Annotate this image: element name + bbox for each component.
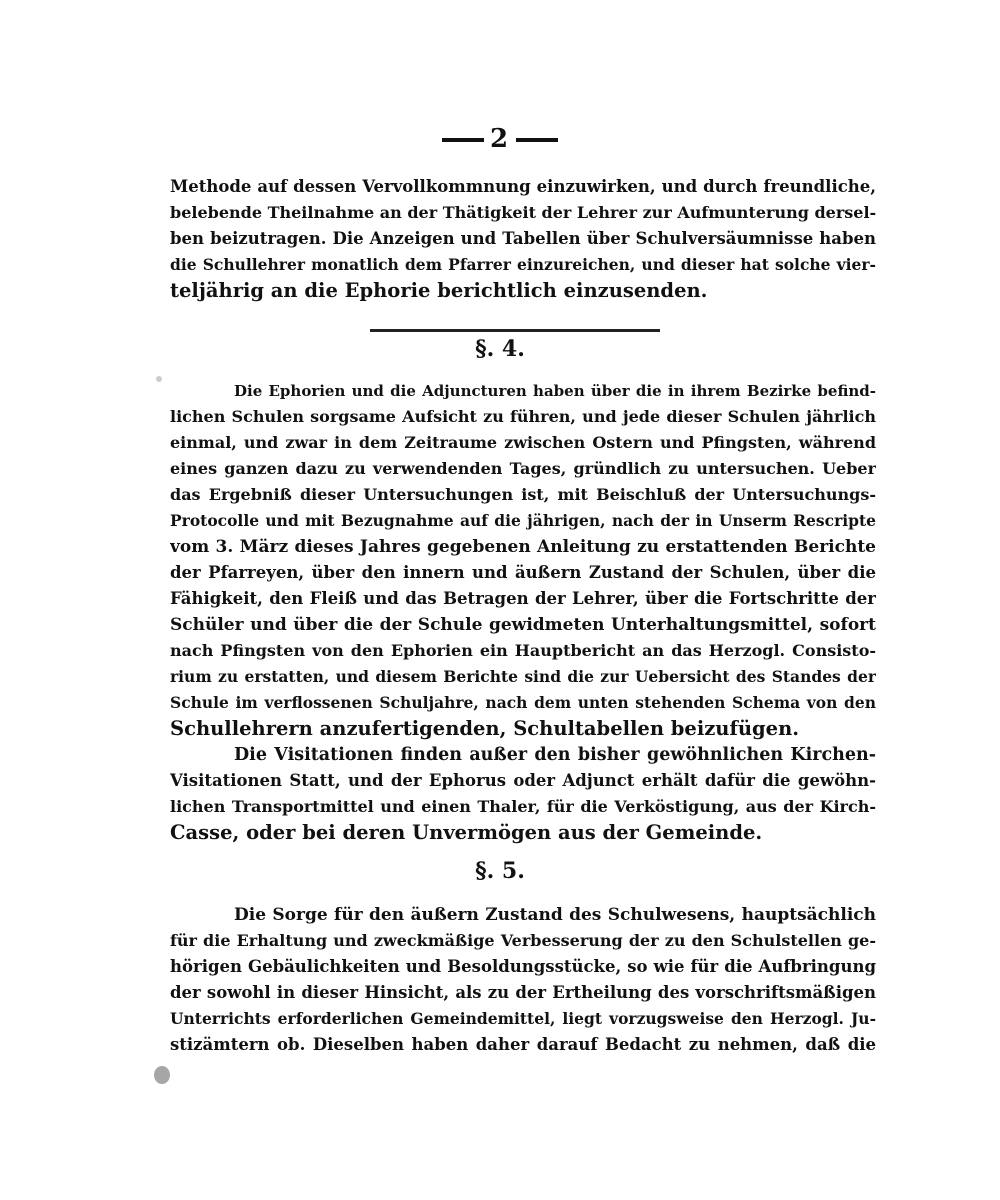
text-line: der sowohl in dieser Hinsicht, als zu der Ertheilung des vorschriftsmäßigen [170, 983, 876, 1002]
section-divider-rule [370, 329, 660, 332]
text-line: einmal, und zwar in dem Zeitraume zwischen Ostern und Pfingsten, während [170, 433, 876, 452]
text-line: Schule im verflossenen Schuljahre, nach dem unten stehenden Schema von den [170, 693, 876, 712]
text-line: Die Visitationen finden außer den bisher gewöhnlichen Kirchen- [234, 745, 876, 765]
ink-blot [154, 1066, 170, 1084]
text-line: teljährig an die Ephorie berichtlich einzusenden. [170, 279, 708, 302]
text-line: Unterrichts erforderlichen Gemeindemittel, liegt vorzugsweise den Herzogl. Ju- [170, 1009, 876, 1028]
text-line: ben beizutragen. Die Anzeigen und Tabellen über Schulversäumnisse haben [170, 229, 876, 248]
text-line: rium zu erstatten, und diesem Berichte sind die zur Uebersicht des Standes der [170, 667, 876, 686]
header-dash-left [442, 138, 484, 142]
text-line: Die Ephorien und die Adjuncturen haben über die in ihrem Bezirke befind- [234, 382, 876, 400]
text-line: stizämtern ob. Dieselben haben daher darauf Bedacht zu nehmen, daß die [170, 1035, 876, 1054]
section-4-body [170, 378, 876, 846]
text-line: lichen Transportmittel und einen Thaler, für die Verköstigung, aus der Kirch- [170, 797, 876, 816]
text-line: Methode auf dessen Vervollkommnung einzuwirken, und durch freundliche, [170, 177, 876, 196]
text-line: nach Pfingsten von den Ephorien ein Hauptbericht an das Herzogl. Consisto- [170, 641, 876, 660]
text-line: vom 3. März dieses Jahres gegebenen Anleitung zu erstattenden Berichte [170, 537, 876, 557]
header-dash-right [516, 138, 558, 142]
ink-blot [156, 376, 162, 382]
text-line: Schullehrern anzufertigenden, Schultabellen beizufügen. [170, 717, 800, 740]
text-line: eines ganzen dazu zu verwendenden Tages, gründlich zu untersuchen. Ueber [170, 459, 876, 478]
text-line: Visitationen Statt, und der Ephorus oder Adjunct erhält dafür die gewöhn- [170, 771, 876, 790]
page-header [0, 124, 1000, 154]
section-4-heading: §. 4. [475, 336, 525, 362]
section-5-body [170, 902, 876, 1058]
text-line: lichen Schulen sorgsame Aufsicht zu führen, und jede dieser Schulen jährlich [170, 407, 876, 426]
text-line: Casse, oder bei deren Unvermögen aus der Gemeinde. [170, 821, 763, 844]
text-line: hörigen Gebäulichkeiten und Besoldungsstücke, so wie für die Aufbringung [170, 957, 876, 976]
text-line: Protocolle und mit Bezugnahme auf die jährigen, nach der in Unserm Rescripte [170, 511, 876, 530]
text-line: das Ergebniß dieser Untersuchungen ist, mit Beischluß der Untersuchungs- [170, 485, 876, 504]
text-line: der Pfarreyen, über den innern und äußern Zustand der Schulen, über die [170, 563, 876, 582]
text-line: Die Sorge für den äußern Zustand des Schulwesens, hauptsächlich [234, 905, 876, 925]
text-line: Fähigkeit, den Fleiß und das Betragen der Lehrer, über die Fortschritte der [170, 589, 876, 608]
text-line: Schüler und über die der Schule gewidmeten Unterhaltungsmittel, sofort [170, 615, 876, 635]
text-line: belebende Theilnahme an der Thätigkeit der Lehrer zur Aufmunterung dersel- [170, 203, 876, 222]
intro-paragraph [170, 174, 876, 304]
section-5-heading: §. 5. [475, 858, 525, 884]
text-line: die Schullehrer monatlich dem Pfarrer einzureichen, und dieser hat solche vier- [170, 255, 876, 274]
page-number: 2 [489, 124, 511, 154]
text-line: für die Erhaltung und zweckmäßige Verbesserung der zu den Schulstellen ge- [170, 931, 876, 950]
